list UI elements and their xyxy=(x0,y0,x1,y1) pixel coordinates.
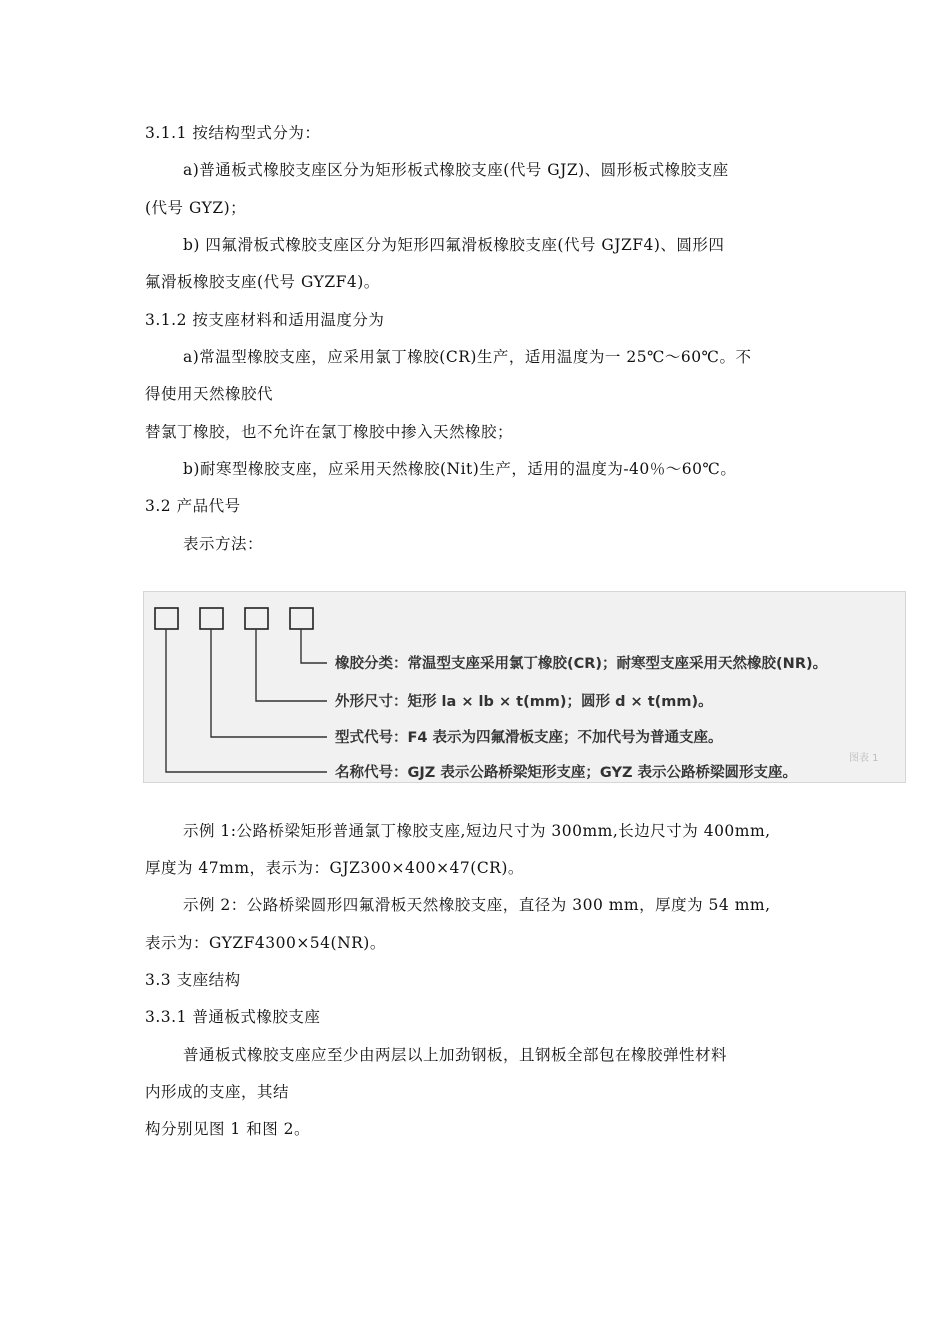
code-box-2 xyxy=(200,608,223,629)
figure-watermark: 图表 1 xyxy=(849,753,879,764)
paragraph-line: 内形成的支座，其结 xyxy=(145,1083,290,1101)
paragraph-line: a)常温型橡胶支座，应采用氯丁橡胶(CR)生产，适用温度为一 25℃～60℃。不 xyxy=(183,348,752,366)
figure-label-type-code: 型式代号：F4 表示为四氟滑板支座；不加代号为普通支座。 xyxy=(335,730,723,746)
section-heading-3-3: 3.3 支座结构 xyxy=(145,971,241,989)
section-heading-3-1-2: 3.1.2 按支座材料和适用温度分为 xyxy=(145,311,385,329)
paragraph-line: 示例 2：公路桥梁圆形四氟滑板天然橡胶支座，直径为 300 mm，厚度为 54 mm, xyxy=(183,896,771,914)
section-heading-3-1-1: 3.1.1 按结构型式分为： xyxy=(145,124,321,142)
paragraph-line: (代号 GYZ)； xyxy=(145,199,247,217)
section-heading-3-2: 3.2 产品代号 xyxy=(145,497,241,515)
paragraph-line: 得使用天然橡胶代 xyxy=(145,385,274,403)
code-box-1 xyxy=(155,608,178,629)
paragraph-line: b) 四氟滑板式橡胶支座区分为矩形四氟滑板橡胶支座(代号 GJZF4)、圆形四 xyxy=(183,236,725,254)
section-heading-3-3-1: 3.3.1 普通板式橡胶支座 xyxy=(145,1008,321,1026)
figure-label-name-code: 名称代号：GJZ 表示公路桥梁矩形支座；GYZ 表示公路桥梁圆形支座。 xyxy=(335,765,798,781)
paragraph-line: 示例 1:公路桥梁矩形普通氯丁橡胶支座,短边尺寸为 300mm,长边尺寸为 400mm, xyxy=(183,822,771,840)
paragraph-line: 厚度为 47mm，表示为：GJZ300×400×47(CR)。 xyxy=(145,859,524,877)
paragraph-line: 构分别见图 1 和图 2。 xyxy=(145,1120,311,1138)
paragraph-line: a)普通板式橡胶支座区分为矩形板式橡胶支座(代号 GJZ)、圆形板式橡胶支座 xyxy=(183,161,729,179)
paragraph-line: b)耐寒型橡胶支座，应采用天然橡胶(Nit)生产，适用的温度为-40％～60℃。 xyxy=(183,460,737,478)
product-code-diagram xyxy=(144,592,907,784)
code-box-4 xyxy=(290,608,313,629)
paragraph-line: 表示方法： xyxy=(183,535,264,553)
figure-label-rubber-type: 橡胶分类：常温型支座采用氯丁橡胶(CR)；耐寒型支座采用天然橡胶(NR)。 xyxy=(335,656,828,672)
paragraph-line: 氟滑板橡胶支座(代号 GYZF4)。 xyxy=(145,273,380,291)
leader-line-1 xyxy=(301,629,327,663)
code-box-3 xyxy=(245,608,268,629)
leader-line-3 xyxy=(211,629,327,737)
paragraph-line: 表示为：GYZF4300×54(NR)。 xyxy=(145,934,386,952)
figure-label-dimensions: 外形尺寸：矩形 la × lb × t(mm)；圆形 d × t(mm)。 xyxy=(335,694,713,710)
paragraph-line: 替氯丁橡胶，也不允许在氯丁橡胶中掺入天然橡胶； xyxy=(145,423,514,441)
paragraph-line: 普通板式橡胶支座应至少由两层以上加劲钢板，且钢板全部包在橡胶弹性材料 xyxy=(183,1046,728,1064)
leader-line-2 xyxy=(256,629,327,701)
product-code-figure xyxy=(143,591,906,783)
